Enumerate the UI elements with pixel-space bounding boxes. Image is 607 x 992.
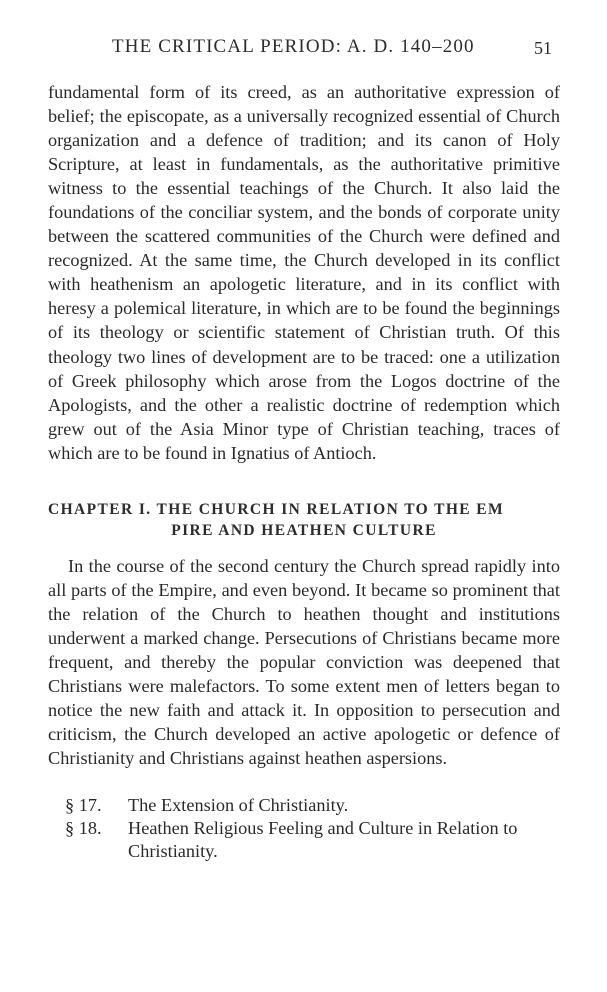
section-title: The Extension of Christianity. — [128, 795, 349, 816]
section-number: § 17. — [65, 795, 102, 816]
page-number: 51 — [534, 38, 552, 58]
section-item — [48, 817, 560, 863]
section-number: § 18. — [65, 818, 102, 839]
running-head — [48, 36, 560, 66]
continued-paragraph: fundamental form of its creed, as an authoritative expression of belief; the episcopate, as a universally recognized essential of Church organization and a defence of tradition; and its canon of Holy Scripture, at least in fundamentals, as the authoritative primitive witness to the essential teachings of the Church. It also laid the foundations of the conciliar system, and the bonds of corporate unity between the scattered communities of the Church were defined and recognized. At the same time, the Church developed in its conflict with heathenism an apologetic literature, and in its conflict with heresy a polemical literature, in which are to be found the beginnings of its theology or scientific statement of Christian truth. Of this theology two lines of development are to be traced: one a utilization of Greek philosophy which arose from the Logos doctrine of the Apologists, and the other a realistic doctrine of redemption which grew out of the Asia Minor type of Christian teaching, traces of which are to be found in Ignatius of Antioch. — [48, 82, 560, 463]
chapter-heading-line-2: PIRE AND HEATHEN CULTURE — [171, 521, 437, 539]
running-title: THE CRITICAL PERIOD: A. D. 140–200 — [112, 36, 475, 57]
chapter-intro-paragraph: In the course of the second century the Church spread rapidly into all parts of the Empire, and even beyond. It became so prominent that the relation of the Church to heathen thought and institutions underwent a marked change. Persecutions of Christians became more frequent, and thereby the popular conviction was deepened that Christians were malefactors. To some extent men of letters began to notice the new faith and attack it. In opposition to persecution and criticism, the Church developed an active apologetic or defence of Christianity and Christians against heathen aspersions. — [48, 555, 560, 769]
section-list — [48, 794, 560, 863]
section-title: Heathen Religious Feeling and Culture in Relation to Christianity. — [128, 818, 518, 862]
chapter-heading-line-1: CHAPTER I. THE CHURCH IN RELATION TO THE EM — [48, 500, 505, 518]
chapter-heading — [48, 499, 560, 541]
section-item — [48, 794, 560, 817]
